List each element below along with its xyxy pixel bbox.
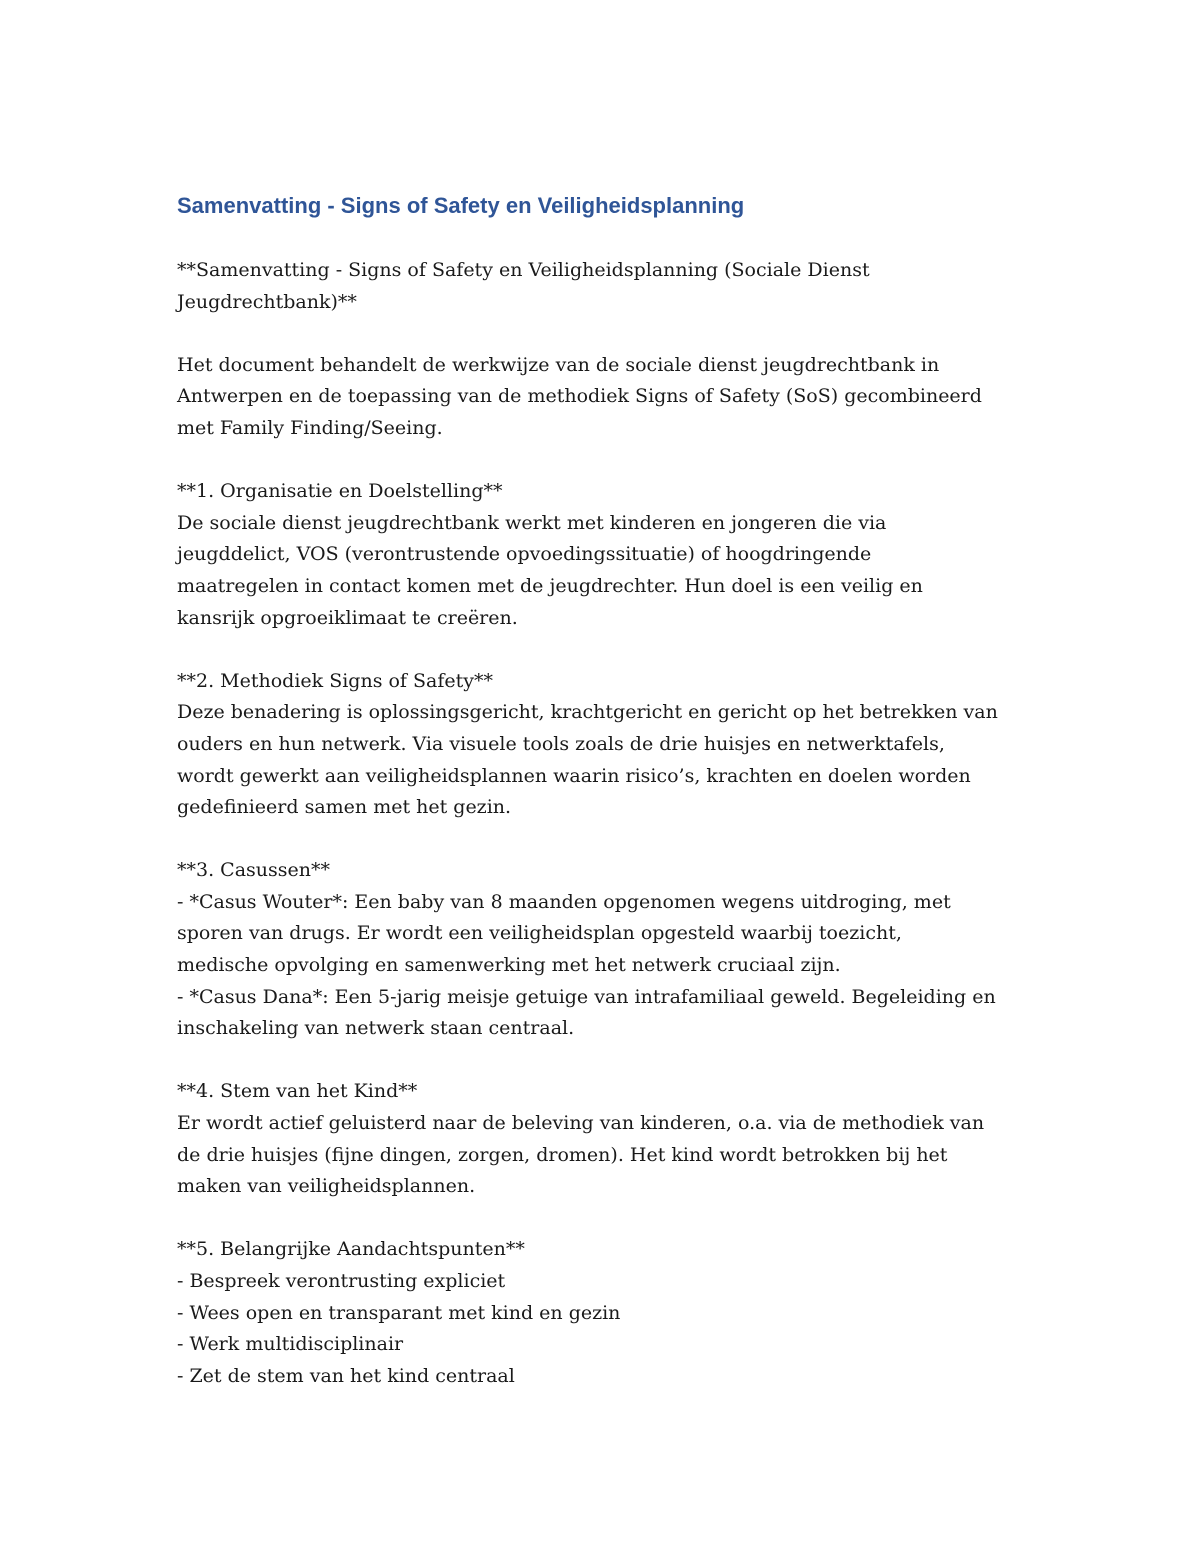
intro-text-line: met Family Finding/Seeing. [177, 416, 443, 439]
section-text-line: Deze benadering is oplossingsgericht, krachtgericht en gericht op het betrekken van [177, 701, 998, 724]
document-body [177, 190, 1037, 1424]
section-text-line: Er wordt actief geluisterd naar de beleving van kinderen, o.a. via de methodiek van [177, 1112, 985, 1135]
section-stem-van-het-kind [177, 1076, 1037, 1202]
section-text-line: kansrijk opgroeiklimaat te creëren. [177, 606, 518, 629]
section-text-line: gedefinieerd samen met het gezin. [177, 796, 512, 819]
intro-paragraph [177, 350, 1037, 445]
section-text-line: maatregelen in contact komen met de jeugdrechter. Hun doel is een veilig en [177, 574, 923, 597]
bullet-item: - Bespreek verontrusting expliciet [177, 1270, 506, 1292]
intro-heading-line: **Samenvatting - Signs of Safety en Veiligheidsplanning (Sociale Dienst [177, 259, 870, 281]
section-text-line: inschakeling van netwerk staan centraal. [177, 1017, 575, 1040]
section-text-line: wordt gewerkt aan veiligheidsplannen waarin risico’s, krachten en doelen worden [177, 764, 971, 787]
section-methodiek [177, 666, 1037, 824]
intro-text-line: Antwerpen en de toepassing van de methodiek Signs of Safety (SoS) gecombineerd [177, 385, 982, 408]
section-text-line: - *Casus Wouter*: Een baby van 8 maanden opgenomen wegens uitdroging, met [177, 890, 951, 913]
section-heading: **2. Methodiek Signs of Safety** [177, 669, 493, 692]
section-text-line: maken van veiligheidsplannen. [177, 1175, 476, 1198]
intro-heading-line: Jeugdrechtbank)** [177, 290, 357, 313]
section-text-line: jeugddelict, VOS (verontrustende opvoedingssituatie) of hoogdringende [177, 543, 872, 566]
bullet-item: - Werk multidisciplinair [177, 1333, 404, 1356]
section-casussen [177, 855, 1037, 1045]
document-title: Samenvatting - Signs of Safety en Veiligheidsplanning [177, 193, 745, 218]
section-heading: **4. Stem van het Kind** [177, 1080, 418, 1103]
intro-heading [177, 255, 1037, 318]
intro-text-line: Het document behandelt de werkwijze van de sociale dienst jeugdrechtbank in [177, 353, 940, 376]
section-heading: **1. Organisatie en Doelstelling** [177, 480, 503, 503]
bullet-item: - Wees open en transparant met kind en gezin [177, 1301, 621, 1324]
section-text-line: de drie huisjes (fijne dingen, zorgen, dromen). Het kind wordt betrokken bij het [177, 1143, 948, 1166]
section-heading: **3. Casussen** [177, 859, 331, 882]
bullet-item: - Zet de stem van het kind centraal [177, 1364, 515, 1387]
section-text-line: ouders en hun netwerk. Via visuele tools zoals de drie huisjes en netwerktafels, [177, 732, 945, 755]
section-text-line: medische opvolging en samenwerking met het netwerk cruciaal zijn. [177, 954, 841, 977]
section-organisatie [177, 476, 1037, 634]
section-text-line: - *Casus Dana*: Een 5-jarig meisje getuige van intrafamiliaal geweld. Begeleiding en [177, 985, 996, 1008]
section-text-line: sporen van drugs. Er wordt een veiligheidsplan opgesteld waarbij toezicht, [177, 922, 902, 945]
section-aandachtspunten [177, 1234, 1037, 1392]
section-heading: **5. Belangrijke Aandachtspunten** [177, 1238, 525, 1261]
section-text-line: De sociale dienst jeugdrechtbank werkt met kinderen en jongeren die via [177, 511, 887, 534]
